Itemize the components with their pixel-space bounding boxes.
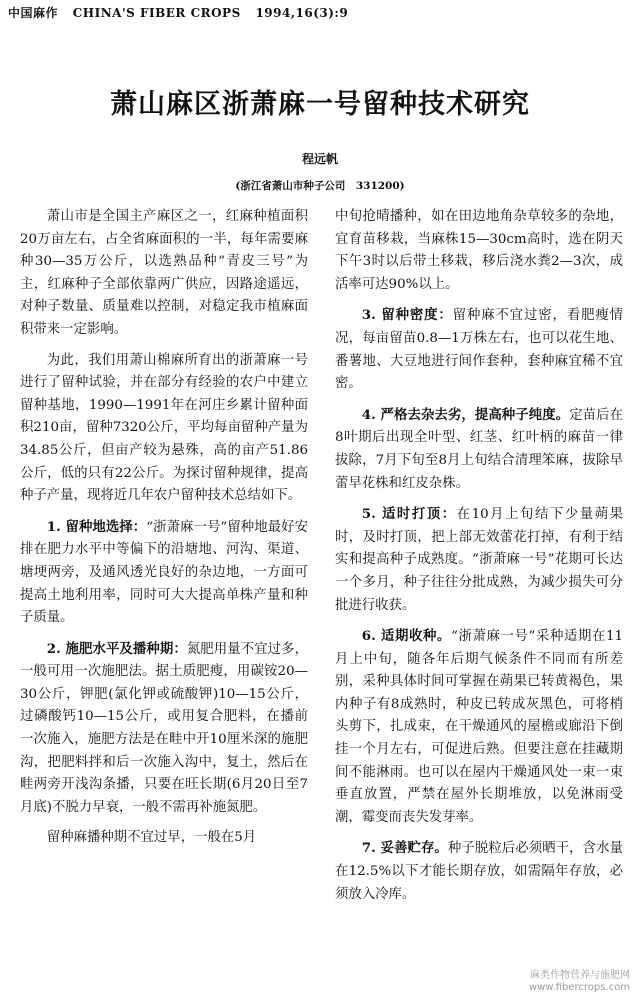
- journal-header: [8, 4, 632, 21]
- body-paragraph: [20, 827, 308, 850]
- body-paragraph: [335, 837, 623, 906]
- paragraph-text: 氮肥用量不宜过多，一般可用一次施肥法。据土质肥瘦，用碳铵20—30公斤，钾肥(氯化钾或硫酸钾)10—15公斤，过磷酸钙10—15公斤，或用复合肥料，在播前一次施入，施肥方法是在畦中开10厘米深的施肥沟，把肥料拌和后一次施入沟中，复土，然后在畦两旁开浅沟条播，只要在旺长期(6月20日至7月底)不脱力早衰，一般不需再补施氮肥。: [20, 641, 309, 815]
- body-paragraph: [20, 516, 308, 630]
- site-watermark: [529, 970, 630, 994]
- body-paragraph: [335, 503, 623, 617]
- section-heading: 6. 适期收种。: [361, 628, 452, 645]
- paragraph-text: 萧山市是全国主产麻区之一，红麻种植面积20万亩左右，占全省麻面积的一半，每年需要麻种30—35万公斤，以选熟品种“青皮三号”为主，红麻种子全部依靠两广供应，因路途遥远，对种子数量、质量难以控制，对稳定我市植麻面积带来一定影响。: [20, 209, 308, 337]
- paragraph-text: “浙萧麻一号”留种地最好安排在肥力水平中等偏下的沿塘地、河沟、渠道、塘埂两旁，及通风透光良好的杂边地，一方面可提高土地利用率，同时可大大提高单株产量和种子质量。: [20, 519, 308, 626]
- body-paragraph: [335, 404, 623, 495]
- paragraph-text: 留种麻播种期不宜过早，一般在5月: [46, 830, 257, 846]
- section-heading: 4. 严格去杂去劣，提高种子纯度。: [361, 406, 570, 423]
- paragraph-text: 在10月上旬结下少量蒴果时，及时打顶，把上部无效蕾花打掉，有利于结实和提高种子成熟度。“浙萧麻一号”花期可长达一个多月，种子往往分批成熟，为减少损失可分批进行收获。: [335, 507, 623, 613]
- section-heading: 2. 施肥水平及播种期：: [46, 640, 187, 657]
- section-heading: 5. 适时打顶：: [361, 506, 457, 523]
- right-column: [335, 206, 623, 914]
- paragraph-text: 定苗后在8叶期后出现全叶型、红茎、红叶柄的麻苗一律拔除，7月下旬至8月上旬结合清理笨麻，拔除早蕾早花株和红皮杂株。: [335, 407, 624, 491]
- journal-name-cn: 中国麻作: [8, 6, 59, 20]
- body-paragraph: [335, 625, 623, 829]
- author-affiliation: (浙江省萧山市种子公司 331200): [235, 180, 405, 192]
- body-paragraph: [335, 206, 623, 296]
- paragraph-text: 种子脱粒后必须晒干，含水量在12.5%以下才能长期存放，如需隔年存放，必须放入冷库。: [335, 841, 624, 902]
- body-paragraph: [335, 304, 623, 395]
- paragraph-text: 留种麻不宜过密，看肥瘦情况，每亩留苗0.8—1万株左右，也可以花生地、番薯地、大豆地进行间作套种，套种麻宜稀不宜密。: [335, 308, 624, 392]
- paragraph-text: “浙萧麻一号”采种适期在11月上中旬，随各年后期气候条件不同而有所差别，采种具体时间可掌握在蒴果已转黄褐色，果内种子有8成熟时，种皮已转成灰黑色，可将梢头剪下，扎成束，在干燥通风的屋檐或廊沿下倒挂一个月左右，可促进后熟。但要注意在挂藏期间不能淋雨。也可以在屋内干燥通风处一束一束垂直放置，严禁在屋外长期堆放，以免淋雨受潮，霉变而丧失发芽率。: [335, 629, 623, 825]
- paragraph-text: 中旬抢晴播种，如在田边地角杂草较多的杂地，宜育苗移栽，当麻株15—30cm高时，选在阴天下午3时以后带土移栽，移后浇水粪2—3次，成活率可达90%以上。: [335, 209, 623, 292]
- section-heading: 3. 留种密度：: [361, 307, 453, 324]
- body-paragraph: [20, 206, 308, 342]
- watermark-line1: 麻类作物营养与施肥网: [530, 970, 630, 981]
- section-heading: 1. 留种地选择：: [46, 518, 147, 535]
- section-heading: 7. 妥善贮存。: [361, 840, 448, 857]
- left-column: [20, 206, 308, 858]
- body-paragraph: [20, 350, 308, 508]
- journal-name-en: CHINA'S FIBER CROPS: [72, 6, 241, 20]
- watermark-line2: www.fibercrops.com: [528, 982, 630, 993]
- article-title: 萧山麻区浙萧麻一号留种技术研究: [110, 89, 530, 120]
- journal-issue: 1994,16(3):9: [255, 6, 349, 20]
- article-author: 程远帆: [301, 152, 338, 166]
- body-paragraph: [20, 638, 308, 820]
- paragraph-text: 为此，我们用萧山棉麻所育出的浙萧麻一号进行了留种试验，并在部分有经验的农户中建立留种基地，1990—1991年在河庄乡累计留种面积210亩，留种7320公斤，平均每亩留种产量为34.85公斤，但亩产较为悬殊，高的亩产51.86公斤，低的只有22公斤。为探讨留种规律，提高种子产量，现将近几年农户留种技术总结如下。: [20, 352, 308, 504]
